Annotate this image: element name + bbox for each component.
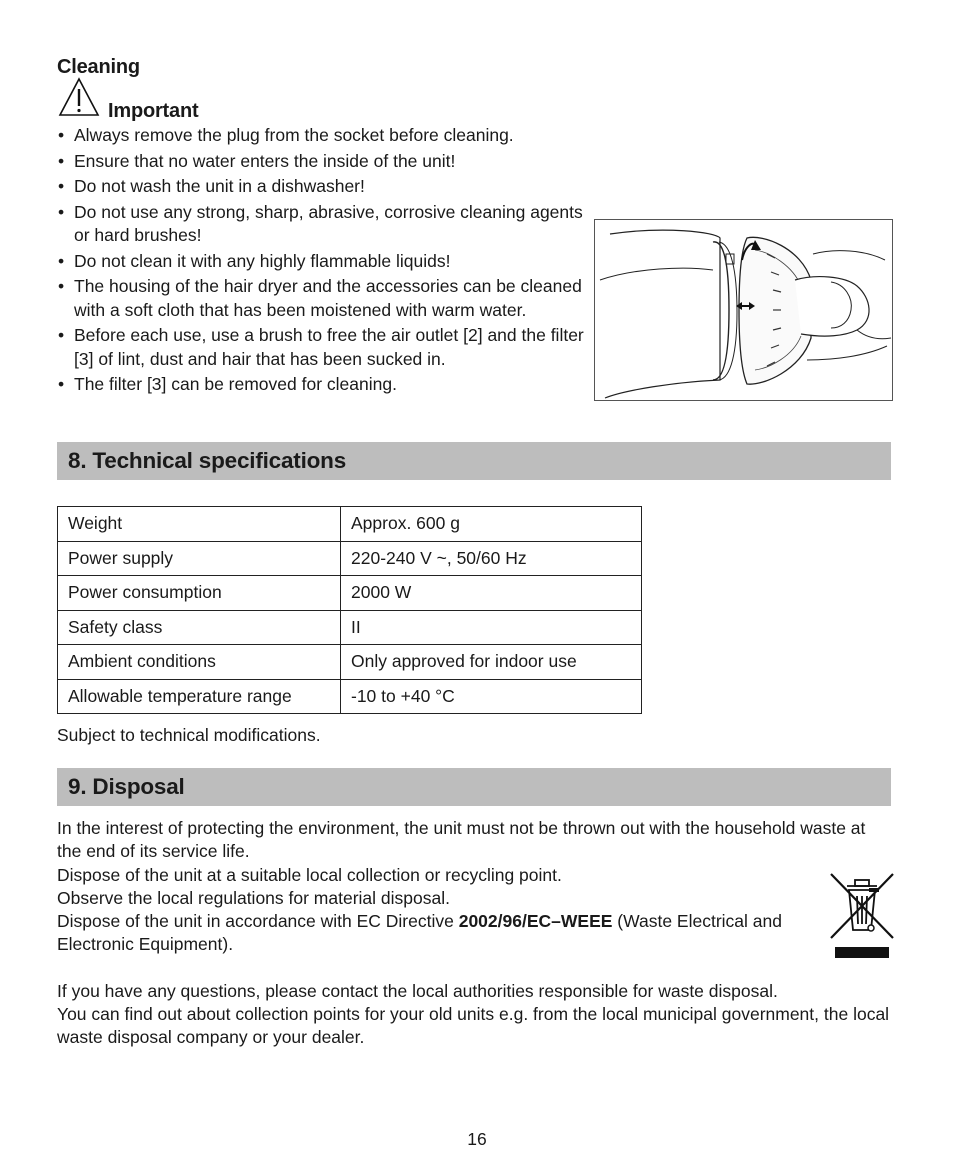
directive-text: (Waste Electrical and Electronic Equipment). xyxy=(57,911,782,955)
cleaning-heading: Cleaning xyxy=(57,56,140,78)
spec-label: Weight xyxy=(58,507,341,542)
hair-dryer-drawing xyxy=(595,220,892,400)
crossed-out-bin-icon xyxy=(829,872,895,960)
disposal-paragraph: Observe the local regulations for material disposal. xyxy=(57,887,450,908)
cleaning-bullet-list xyxy=(57,124,587,399)
spec-label: Allowable temperature range xyxy=(58,679,341,714)
page-number: 16 xyxy=(467,1129,487,1149)
disposal-paragraph xyxy=(57,910,807,957)
list-item: • Always remove the plug from the socket before cleaning. xyxy=(57,124,587,148)
table-row xyxy=(58,576,642,611)
technical-specs-title: 8. Technical specifications xyxy=(68,448,347,473)
warning-triangle-icon xyxy=(58,77,100,117)
disposal-paragraph: In the interest of protecting the environment, the unit must not be thrown out with the household waste at the end of its service life. xyxy=(57,818,866,862)
table-row xyxy=(58,645,642,680)
list-item: • The housing of the hair dryer and the accessories can be cleaned with a soft cloth that has been moistened with warm water. xyxy=(57,275,587,322)
table-row xyxy=(58,541,642,576)
technical-specs-heading-bar xyxy=(57,442,891,480)
disposal-heading-bar xyxy=(57,768,891,806)
spec-value: 220-240 V ~, 50/60 Hz xyxy=(341,541,642,576)
technical-specs-table xyxy=(57,506,642,714)
table-row xyxy=(58,610,642,645)
spec-value: -10 to +40 °C xyxy=(341,679,642,714)
disposal-paragraph: You can find out about collection points for your old units e.g. from the local municipal government, the local waste disposal company or your dealer. xyxy=(57,1004,890,1048)
disposal-body xyxy=(57,817,897,1050)
spec-value: Only approved for indoor use xyxy=(341,645,642,680)
spec-value: II xyxy=(341,610,642,645)
list-item: • Ensure that no water enters the inside of the unit! xyxy=(57,150,587,174)
filter-removal-illustration xyxy=(594,219,893,401)
directive-text: Dispose of the unit in accordance with EC Directive xyxy=(57,911,459,932)
important-heading: Important xyxy=(108,100,199,122)
list-item: • Do not use any strong, sharp, abrasive, corrosive cleaning agents or hard brushes! xyxy=(57,201,587,248)
spec-value: Approx. 600 g xyxy=(341,507,642,542)
specs-note: Subject to technical modifications. xyxy=(57,725,321,745)
spec-value: 2000 W xyxy=(341,576,642,611)
disposal-title: 9. Disposal xyxy=(68,774,185,799)
spec-label: Power supply xyxy=(58,541,341,576)
list-item: • Before each use, use a brush to free the air outlet [2] and the filter [3] of lint, dust and hair that has been sucked in. xyxy=(57,324,587,371)
spec-label: Safety class xyxy=(58,610,341,645)
spec-label: Power consumption xyxy=(58,576,341,611)
list-item: • Do not clean it with any highly flammable liquids! xyxy=(57,250,587,274)
table-row xyxy=(58,679,642,714)
spacer xyxy=(57,957,897,980)
list-item: • The filter [3] can be removed for cleaning. xyxy=(57,373,587,397)
list-item: • Do not wash the unit in a dishwasher! xyxy=(57,175,587,199)
disposal-paragraph: Dispose of the unit at a suitable local collection or recycling point. xyxy=(57,864,562,885)
spec-label: Ambient conditions xyxy=(58,645,341,680)
table-row xyxy=(58,507,642,542)
disposal-paragraph: If you have any questions, please contact the local authorities responsible for waste disposal. xyxy=(57,980,778,1001)
directive-code: 2002/96/EC–WEEE xyxy=(458,911,613,932)
